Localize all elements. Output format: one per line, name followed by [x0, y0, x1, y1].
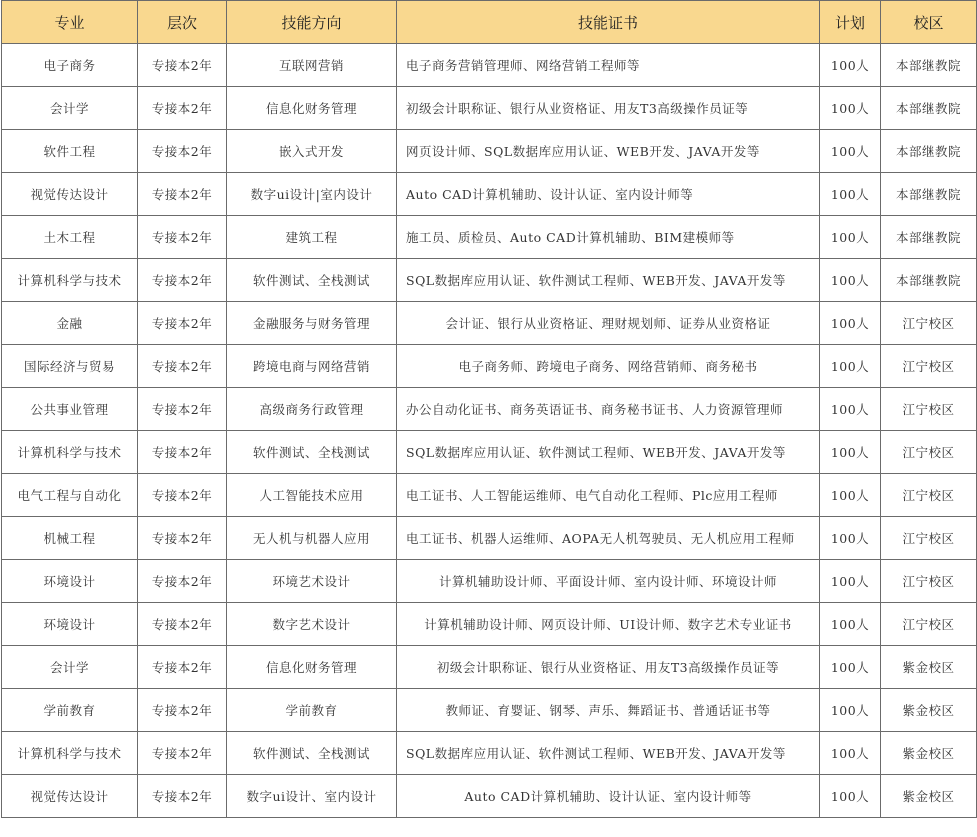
cell-campus: 江宁校区: [881, 345, 977, 388]
cell-level: 专接本2年: [138, 44, 227, 87]
cell-campus: 本部继教院: [881, 216, 977, 259]
cell-level: 专接本2年: [138, 431, 227, 474]
header-campus: 校区: [881, 1, 977, 44]
cell-level: 专接本2年: [138, 689, 227, 732]
cell-certificate: 计算机辅助设计师、平面设计师、室内设计师、环境设计师: [397, 560, 820, 603]
cell-direction: 软件测试、全栈测试: [227, 259, 397, 302]
cell-plan: 100人: [820, 775, 881, 818]
table-row: [2, 44, 977, 87]
cell-direction: 人工智能技术应用: [227, 474, 397, 517]
cell-major: 计算机科学与技术: [2, 259, 138, 302]
cell-level: 专接本2年: [138, 345, 227, 388]
cell-major: 电气工程与自动化: [2, 474, 138, 517]
cell-certificate: SQL数据库应用认证、软件测试工程师、WEB开发、JAVA开发等: [397, 431, 820, 474]
cell-level: 专接本2年: [138, 259, 227, 302]
cell-plan: 100人: [820, 44, 881, 87]
cell-direction: 数字ui设计、室内设计: [227, 775, 397, 818]
header-level: 层次: [138, 1, 227, 44]
cell-campus: 本部继教院: [881, 173, 977, 216]
table-header: [2, 1, 977, 44]
cell-plan: 100人: [820, 431, 881, 474]
cell-certificate: 初级会计职称证、银行从业资格证、用友T3高级操作员证等: [397, 646, 820, 689]
cell-plan: 100人: [820, 732, 881, 775]
cell-campus: 江宁校区: [881, 302, 977, 345]
table-row: [2, 216, 977, 259]
cell-major: 国际经济与贸易: [2, 345, 138, 388]
header-row: [2, 1, 977, 44]
table-row: [2, 130, 977, 173]
table-row: [2, 646, 977, 689]
cell-certificate: 电工证书、机器人运维师、AOPA无人机驾驶员、无人机应用工程师: [397, 517, 820, 560]
cell-level: 专接本2年: [138, 173, 227, 216]
cell-level: 专接本2年: [138, 646, 227, 689]
table-row: [2, 517, 977, 560]
table-row: [2, 345, 977, 388]
cell-major: 视觉传达设计: [2, 173, 138, 216]
table-row: [2, 603, 977, 646]
cell-major: 金融: [2, 302, 138, 345]
table-row: [2, 388, 977, 431]
cell-certificate: 办公自动化证书、商务英语证书、商务秘书证书、人力资源管理师: [397, 388, 820, 431]
cell-plan: 100人: [820, 517, 881, 560]
cell-major: 土木工程: [2, 216, 138, 259]
cell-plan: 100人: [820, 216, 881, 259]
header-plan: 计划: [820, 1, 881, 44]
cell-direction: 数字艺术设计: [227, 603, 397, 646]
cell-plan: 100人: [820, 87, 881, 130]
table-row: [2, 474, 977, 517]
table-row: [2, 431, 977, 474]
cell-certificate: 网页设计师、SQL数据库应用认证、WEB开发、JAVA开发等: [397, 130, 820, 173]
cell-direction: 软件测试、全栈测试: [227, 431, 397, 474]
cell-direction: 无人机与机器人应用: [227, 517, 397, 560]
cell-campus: 江宁校区: [881, 388, 977, 431]
cell-plan: 100人: [820, 345, 881, 388]
cell-campus: 江宁校区: [881, 517, 977, 560]
cell-direction: 跨境电商与网络营销: [227, 345, 397, 388]
cell-certificate: 初级会计职称证、银行从业资格证、用友T3高级操作员证等: [397, 87, 820, 130]
table-row: [2, 302, 977, 345]
cell-campus: 本部继教院: [881, 44, 977, 87]
cell-plan: 100人: [820, 560, 881, 603]
cell-plan: 100人: [820, 689, 881, 732]
cell-certificate: SQL数据库应用认证、软件测试工程师、WEB开发、JAVA开发等: [397, 259, 820, 302]
cell-plan: 100人: [820, 302, 881, 345]
table-row: [2, 689, 977, 732]
cell-plan: 100人: [820, 130, 881, 173]
cell-certificate: 电工证书、人工智能运维师、电气自动化工程师、Plc应用工程师: [397, 474, 820, 517]
cell-plan: 100人: [820, 173, 881, 216]
cell-plan: 100人: [820, 388, 881, 431]
table-row: [2, 560, 977, 603]
cell-level: 专接本2年: [138, 216, 227, 259]
cell-major: 视觉传达设计: [2, 775, 138, 818]
cell-certificate: 计算机辅助设计师、网页设计师、UI设计师、数字艺术专业证书: [397, 603, 820, 646]
cell-certificate: 电子商务师、跨境电子商务、网络营销师、商务秘书: [397, 345, 820, 388]
cell-direction: 嵌入式开发: [227, 130, 397, 173]
cell-campus: 本部继教院: [881, 87, 977, 130]
cell-direction: 环境艺术设计: [227, 560, 397, 603]
cell-direction: 金融服务与财务管理: [227, 302, 397, 345]
cell-campus: 江宁校区: [881, 431, 977, 474]
cell-campus: 江宁校区: [881, 474, 977, 517]
header-certificate: 技能证书: [397, 1, 820, 44]
cell-campus: 江宁校区: [881, 560, 977, 603]
cell-level: 专接本2年: [138, 302, 227, 345]
cell-direction: 互联网营销: [227, 44, 397, 87]
table-row: [2, 259, 977, 302]
cell-certificate: Auto CAD计算机辅助、设计认证、室内设计师等: [397, 173, 820, 216]
cell-plan: 100人: [820, 474, 881, 517]
cell-certificate: 教师证、育婴证、钢琴、声乐、舞蹈证书、普通话证书等: [397, 689, 820, 732]
cell-campus: 紫金校区: [881, 775, 977, 818]
cell-level: 专接本2年: [138, 732, 227, 775]
header-major: 专业: [2, 1, 138, 44]
cell-direction: 学前教育: [227, 689, 397, 732]
cell-certificate: 施工员、质检员、Auto CAD计算机辅助、BIM建模师等: [397, 216, 820, 259]
cell-certificate: SQL数据库应用认证、软件测试工程师、WEB开发、JAVA开发等: [397, 732, 820, 775]
cell-campus: 江宁校区: [881, 603, 977, 646]
cell-level: 专接本2年: [138, 517, 227, 560]
cell-major: 环境设计: [2, 603, 138, 646]
program-table: [1, 0, 977, 818]
cell-level: 专接本2年: [138, 775, 227, 818]
cell-major: 学前教育: [2, 689, 138, 732]
cell-certificate: 电子商务营销管理师、网络营销工程师等: [397, 44, 820, 87]
cell-level: 专接本2年: [138, 560, 227, 603]
cell-plan: 100人: [820, 259, 881, 302]
cell-direction: 高级商务行政管理: [227, 388, 397, 431]
table-row: [2, 173, 977, 216]
cell-direction: 信息化财务管理: [227, 87, 397, 130]
cell-campus: 紫金校区: [881, 732, 977, 775]
cell-major: 软件工程: [2, 130, 138, 173]
cell-campus: 本部继教院: [881, 130, 977, 173]
cell-major: 计算机科学与技术: [2, 732, 138, 775]
table-row: [2, 732, 977, 775]
cell-major: 机械工程: [2, 517, 138, 560]
cell-major: 计算机科学与技术: [2, 431, 138, 474]
cell-campus: 紫金校区: [881, 689, 977, 732]
table-row: [2, 87, 977, 130]
cell-plan: 100人: [820, 646, 881, 689]
cell-level: 专接本2年: [138, 87, 227, 130]
cell-major: 会计学: [2, 87, 138, 130]
cell-campus: 紫金校区: [881, 646, 977, 689]
cell-campus: 本部继教院: [881, 259, 977, 302]
cell-major: 公共事业管理: [2, 388, 138, 431]
cell-direction: 软件测试、全栈测试: [227, 732, 397, 775]
header-direction: 技能方向: [227, 1, 397, 44]
cell-major: 环境设计: [2, 560, 138, 603]
cell-level: 专接本2年: [138, 130, 227, 173]
cell-direction: 数字ui设计|室内设计: [227, 173, 397, 216]
cell-major: 电子商务: [2, 44, 138, 87]
cell-certificate: 会计证、银行从业资格证、理财规划师、证券从业资格证: [397, 302, 820, 345]
table-row: [2, 775, 977, 818]
cell-direction: 信息化财务管理: [227, 646, 397, 689]
cell-level: 专接本2年: [138, 474, 227, 517]
cell-major: 会计学: [2, 646, 138, 689]
cell-plan: 100人: [820, 603, 881, 646]
cell-direction: 建筑工程: [227, 216, 397, 259]
cell-level: 专接本2年: [138, 603, 227, 646]
cell-level: 专接本2年: [138, 388, 227, 431]
cell-certificate: Auto CAD计算机辅助、设计认证、室内设计师等: [397, 775, 820, 818]
table-body: [2, 44, 977, 818]
